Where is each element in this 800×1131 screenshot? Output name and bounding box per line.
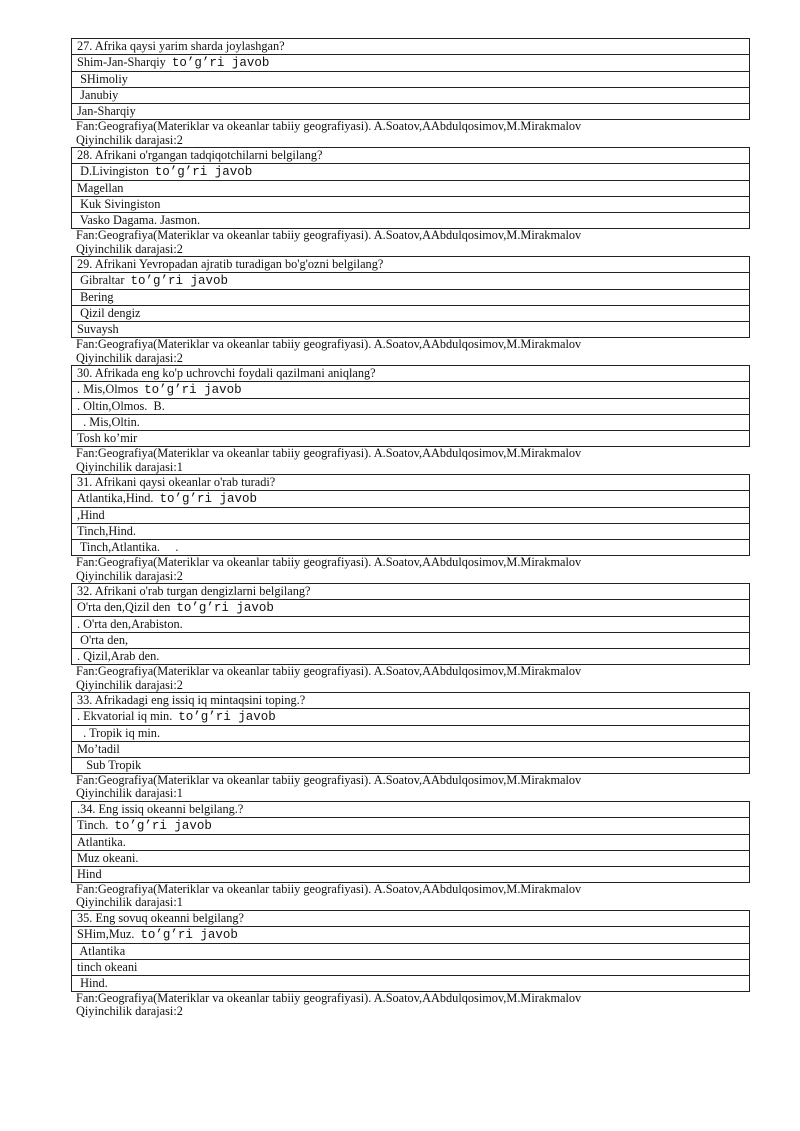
correct-answer-marker: to’g’ri javob <box>171 56 270 71</box>
difficulty-line: Qiyinchilik darajasi:2 <box>76 350 183 365</box>
answer-option <box>72 850 750 866</box>
question-text: 32. Afrikani o'rab turgan dengizlarni belgilang? <box>72 583 750 599</box>
question-text: 31. Afrikani qaysi okeanlar o'rab turadi? <box>72 474 750 490</box>
test-document <box>0 38 800 1019</box>
question-table <box>71 256 750 338</box>
correct-option <box>72 708 750 725</box>
option-text: Hind <box>77 867 102 882</box>
source-line: Fan:Geografiya(Materiklar va okeanlar tabiiy geografiyasi). A.Soatov,AAbdulqosimov,M.Mirakmalov <box>76 228 582 243</box>
correct-answer-marker: to’g’ri javob <box>176 600 274 615</box>
question-text: 28. Afrikani o'rgangan tadqiqotchilarni belgilang? <box>72 147 750 163</box>
option-text: Kuk Sivingiston <box>77 197 161 212</box>
answer-option <box>72 399 750 415</box>
answer-option <box>72 306 750 322</box>
option-text: Gibraltar <box>77 273 125 288</box>
option-text: . Oltin,Olmos. B. <box>77 399 165 414</box>
answer-option <box>72 616 750 632</box>
question-text: 33. Afrikadagi eng issiq iq mintaqsini toping.? <box>72 692 750 708</box>
answer-option <box>72 758 750 774</box>
question-table <box>71 147 750 229</box>
answer-option <box>72 649 750 665</box>
difficulty-line: Qiyinchilik darajasi:2 <box>76 1004 183 1019</box>
answer-option <box>72 415 750 431</box>
difficulty-line: Qiyinchilik darajasi:1 <box>76 459 183 474</box>
correct-answer-marker: to’g’ri javob <box>154 165 253 180</box>
question-table <box>71 910 750 992</box>
answer-option <box>72 72 750 88</box>
correct-option <box>72 599 750 616</box>
answer-option <box>72 725 750 741</box>
option-text: Jan-Sharqiy <box>77 104 136 119</box>
option-text: D.Livingiston <box>77 164 149 179</box>
correct-answer-marker: to’g’ri javob <box>159 491 258 506</box>
difficulty-line: Qiyinchilik darajasi:2 <box>76 132 183 147</box>
option-text: Muz okeani. <box>77 851 139 866</box>
question-text: 27. Afrika qaysi yarim sharda joylashgan? <box>72 39 750 55</box>
question-table <box>71 801 750 883</box>
correct-option <box>72 273 750 290</box>
question-block <box>0 583 800 692</box>
answer-option <box>72 959 750 975</box>
answer-option <box>72 943 750 959</box>
answer-option <box>72 742 750 758</box>
source-line: Fan:Geografiya(Materiklar va okeanlar tabiiy geografiyasi). A.Soatov,AAbdulqosimov,M.Mirakmalov <box>76 337 582 352</box>
answer-option <box>72 867 750 883</box>
answer-option <box>72 197 750 213</box>
answer-option <box>72 976 750 992</box>
question-table <box>71 583 750 665</box>
option-text: O'rta den, <box>77 633 129 648</box>
option-text: tinch okeani <box>77 959 138 974</box>
option-text: Sub Tropik <box>77 758 142 773</box>
option-text: Tinch,Atlantika. . <box>77 540 179 555</box>
option-text: Tinch. <box>77 817 109 832</box>
option-text: . Tropik iq min. <box>77 725 161 740</box>
option-text: . Qizil,Arab den. <box>77 649 160 664</box>
option-text: Atlantika <box>77 943 126 958</box>
question-block <box>0 801 800 910</box>
answer-option <box>72 213 750 229</box>
answer-option <box>72 431 750 447</box>
source-line: Fan:Geografiya(Materiklar va okeanlar tabiiy geografiyasi). A.Soatov,AAbdulqosimov,M.Mirakmalov <box>76 773 582 788</box>
question-block <box>0 38 800 147</box>
option-text: Tinch,Hind. <box>77 524 136 539</box>
option-text: ,Hind <box>77 508 105 523</box>
question-table <box>71 365 750 447</box>
question-table <box>71 692 750 774</box>
answer-option <box>72 181 750 197</box>
difficulty-line: Qiyinchilik darajasi:2 <box>76 568 183 583</box>
question-block <box>0 365 800 474</box>
option-text: SHimoliy <box>77 72 128 87</box>
option-text: SHim,Muz. <box>77 926 135 941</box>
option-text: Janubiy <box>77 88 119 103</box>
option-text: . O'rta den,Arabiston. <box>77 616 183 631</box>
correct-answer-marker: to’g’ri javob <box>178 709 276 724</box>
question-block <box>0 256 800 365</box>
option-text: Tosh ko’mir <box>77 431 138 446</box>
source-line: Fan:Geografiya(Materiklar va okeanlar tabiiy geografiyasi). A.Soatov,AAbdulqosimov,M.Mirakmalov <box>76 446 582 461</box>
option-text: Qizil dengiz <box>77 306 141 321</box>
source-line: Fan:Geografiya(Materiklar va okeanlar tabiiy geografiyasi). A.Soatov,AAbdulqosimov,M.Mirakmalov <box>76 991 582 1006</box>
answer-option <box>72 322 750 338</box>
question-text: 29. Afrikani Yevropadan ajratib turadigan bo'g'ozni belgilang? <box>72 256 750 272</box>
answer-option <box>72 290 750 306</box>
correct-answer-marker: to’g’ri javob <box>114 818 212 833</box>
answer-option <box>72 524 750 540</box>
correct-option <box>72 164 750 181</box>
answer-option <box>72 633 750 649</box>
source-line: Fan:Geografiya(Materiklar va okeanlar tabiiy geografiyasi). A.Soatov,AAbdulqosimov,M.Mirakmalov <box>76 119 582 134</box>
answer-option <box>72 88 750 104</box>
question-block <box>0 474 800 583</box>
option-text: . Ekvatorial iq min. <box>77 708 173 723</box>
option-text: Vasko Dagama. Jasmon. <box>77 213 201 228</box>
correct-option <box>72 490 750 507</box>
option-text: O'rta den,Qizil den <box>77 599 171 614</box>
option-text: Bering <box>77 290 114 305</box>
question-text: .34. Eng issiq okeanni belgilang.? <box>72 801 750 817</box>
option-text: Hind. <box>77 976 108 991</box>
difficulty-line: Qiyinchilik darajasi:2 <box>76 241 183 256</box>
answer-option <box>72 507 750 523</box>
answer-option <box>72 834 750 850</box>
option-text: Atlantika. <box>77 834 126 849</box>
question-table <box>71 38 750 120</box>
option-text: Atlantika,Hind. <box>77 490 154 505</box>
option-text: Shim-Jan-Sharqiy <box>77 55 166 70</box>
source-line: Fan:Geografiya(Materiklar va okeanlar tabiiy geografiyasi). A.Soatov,AAbdulqosimov,M.Mirakmalov <box>76 555 582 570</box>
difficulty-line: Qiyinchilik darajasi:1 <box>76 895 183 910</box>
correct-option <box>72 382 750 399</box>
correct-option <box>72 926 750 943</box>
source-line: Fan:Geografiya(Materiklar va okeanlar tabiiy geografiyasi). A.Soatov,AAbdulqosimov,M.Mirakmalov <box>76 882 582 897</box>
correct-option <box>72 55 750 72</box>
option-text: Mo’tadil <box>77 742 120 757</box>
option-text: Magellan <box>77 181 124 196</box>
difficulty-line: Qiyinchilik darajasi:2 <box>76 677 183 692</box>
question-table <box>71 474 750 556</box>
option-text: . Mis,Oltin. <box>77 415 140 430</box>
question-text: 30. Afrikada eng ko'p uchrovchi foydali qazilmani aniqlang? <box>72 365 750 381</box>
correct-answer-marker: to’g’ri javob <box>140 927 238 942</box>
correct-answer-marker: to’g’ri javob <box>130 274 228 289</box>
question-block <box>0 692 800 801</box>
question-text: 35. Eng sovuq okeanni belgilang? <box>72 910 750 926</box>
answer-option <box>72 104 750 120</box>
question-block <box>0 910 800 1019</box>
answer-option <box>72 540 750 556</box>
option-text: Suvaysh <box>77 322 119 337</box>
difficulty-line: Qiyinchilik darajasi:1 <box>76 786 183 801</box>
correct-answer-marker: to’g’ri javob <box>144 383 242 397</box>
source-line: Fan:Geografiya(Materiklar va okeanlar tabiiy geografiyasi). A.Soatov,AAbdulqosimov,M.Mirakmalov <box>76 664 582 679</box>
correct-option <box>72 817 750 834</box>
question-block <box>0 147 800 256</box>
option-text: . Mis,Olmos <box>77 382 139 396</box>
